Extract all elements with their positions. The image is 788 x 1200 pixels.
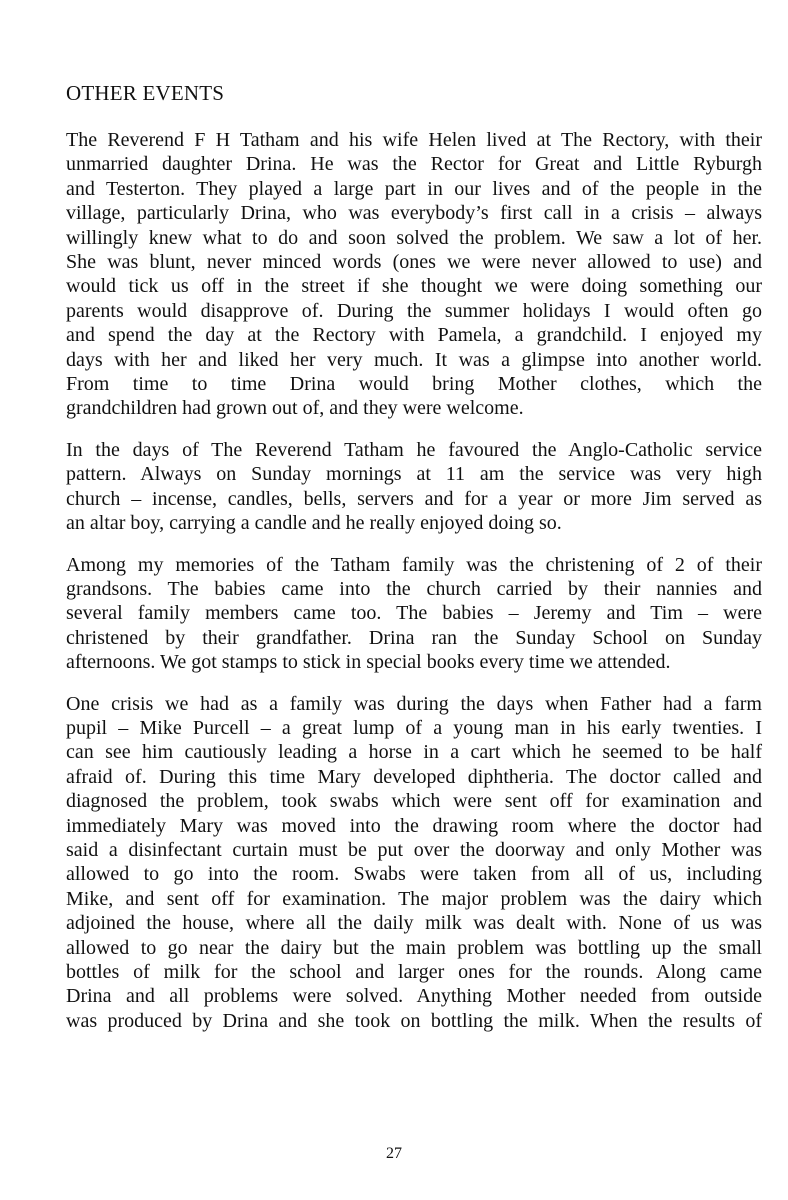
text-line: afternoons. We got stamps to stick in special books every time we attended. [66, 651, 671, 674]
text-line: pupil – Mike Purcell – a great lump of a young man in his early twenties. I [66, 716, 762, 739]
text-line: adjoined the house, where all the daily milk was dealt with. None of us was [66, 912, 762, 935]
text-line: parents would disapprove of. During the summer holidays I would often go [66, 299, 762, 322]
paragraph-crisis [66, 692, 762, 1034]
text-line: days with her and liked her very much. It was a glimpse into another world. [66, 348, 762, 371]
text-line: was produced by Drina and she took on bottling the milk. When the results of [66, 1009, 762, 1032]
text-line: unmarried daughter Drina. He was the Rector for Great and Little Ryburgh [66, 153, 762, 176]
text-line: diagnosed the problem, took swabs which were sent off for examination and [66, 790, 762, 813]
text-line: and Testerton. They played a large part in our lives and of the people in the [66, 177, 762, 200]
paragraph-christening [66, 553, 762, 675]
text-line: several family members came too. The babies – Jeremy and Tim – were [66, 602, 762, 625]
text-line: grandchildren had grown out of, and they were welcome. [66, 397, 524, 420]
text-line: afraid of. During this time Mary developed diphtheria. The doctor called and [66, 765, 762, 788]
text-line: allowed to go into the room. Swabs were taken from all of us, including [66, 863, 762, 886]
text-line: One crisis we had as a family was during the days when Father had a farm [66, 692, 762, 715]
text-line: grandsons. The babies came into the church carried by their nannies and [66, 577, 762, 600]
text-line: and spend the day at the Rectory with Pamela, a grandchild. I enjoyed my [66, 324, 762, 347]
text-line: pattern. Always on Sunday mornings at 11 am the service was very high [66, 463, 762, 486]
text-line: village, particularly Drina, who was everybody’s first call in a crisis – always [66, 202, 762, 225]
paragraph-service [66, 438, 762, 536]
text-line: From time to time Drina would bring Mother clothes, which the [66, 373, 762, 396]
text-line: can see him cautiously leading a horse in a cart which he seemed to be half [66, 741, 762, 764]
text-line: willingly knew what to do and soon solved the problem. We saw a lot of her. [66, 226, 762, 249]
text-line: She was blunt, never minced words (ones we were never allowed to use) and [66, 251, 762, 274]
section-heading: OTHER EVENTS [66, 81, 225, 105]
text-line: church – incense, candles, bells, servers and for a year or more Jim served as [66, 487, 762, 510]
text-line: Mike, and sent off for examination. The major problem was the dairy which [66, 887, 762, 910]
text-line: allowed to go near the dairy but the main problem was bottling up the small [66, 936, 762, 959]
text-line: The Reverend F H Tatham and his wife Helen lived at The Rectory, with their [66, 129, 762, 151]
page-number: 27 [386, 1145, 402, 1162]
page-body [66, 80, 762, 1050]
text-line: christened by their grandfather. Drina ran the Sunday School on Sunday [66, 626, 762, 649]
text-line: Among my memories of the Tatham family was the christening of 2 of their [66, 553, 762, 576]
text-line: In the days of The Reverend Tatham he favoured the Anglo-Catholic service [66, 438, 762, 461]
text-line: said a disinfectant curtain must be put over the doorway and only Mother was [66, 838, 762, 861]
text-line: immediately Mary was moved into the drawing room where the doctor had [66, 814, 762, 837]
paragraph-rectory [66, 128, 762, 421]
text-line: Drina and all problems were solved. Anything Mother needed from outside [66, 985, 762, 1008]
text-line: would tick us off in the street if she thought we were doing something our [66, 275, 762, 298]
text-line: an altar boy, carrying a candle and he really enjoyed doing so. [66, 512, 562, 535]
text-line: bottles of milk for the school and larger ones for the rounds. Along came [66, 961, 762, 983]
